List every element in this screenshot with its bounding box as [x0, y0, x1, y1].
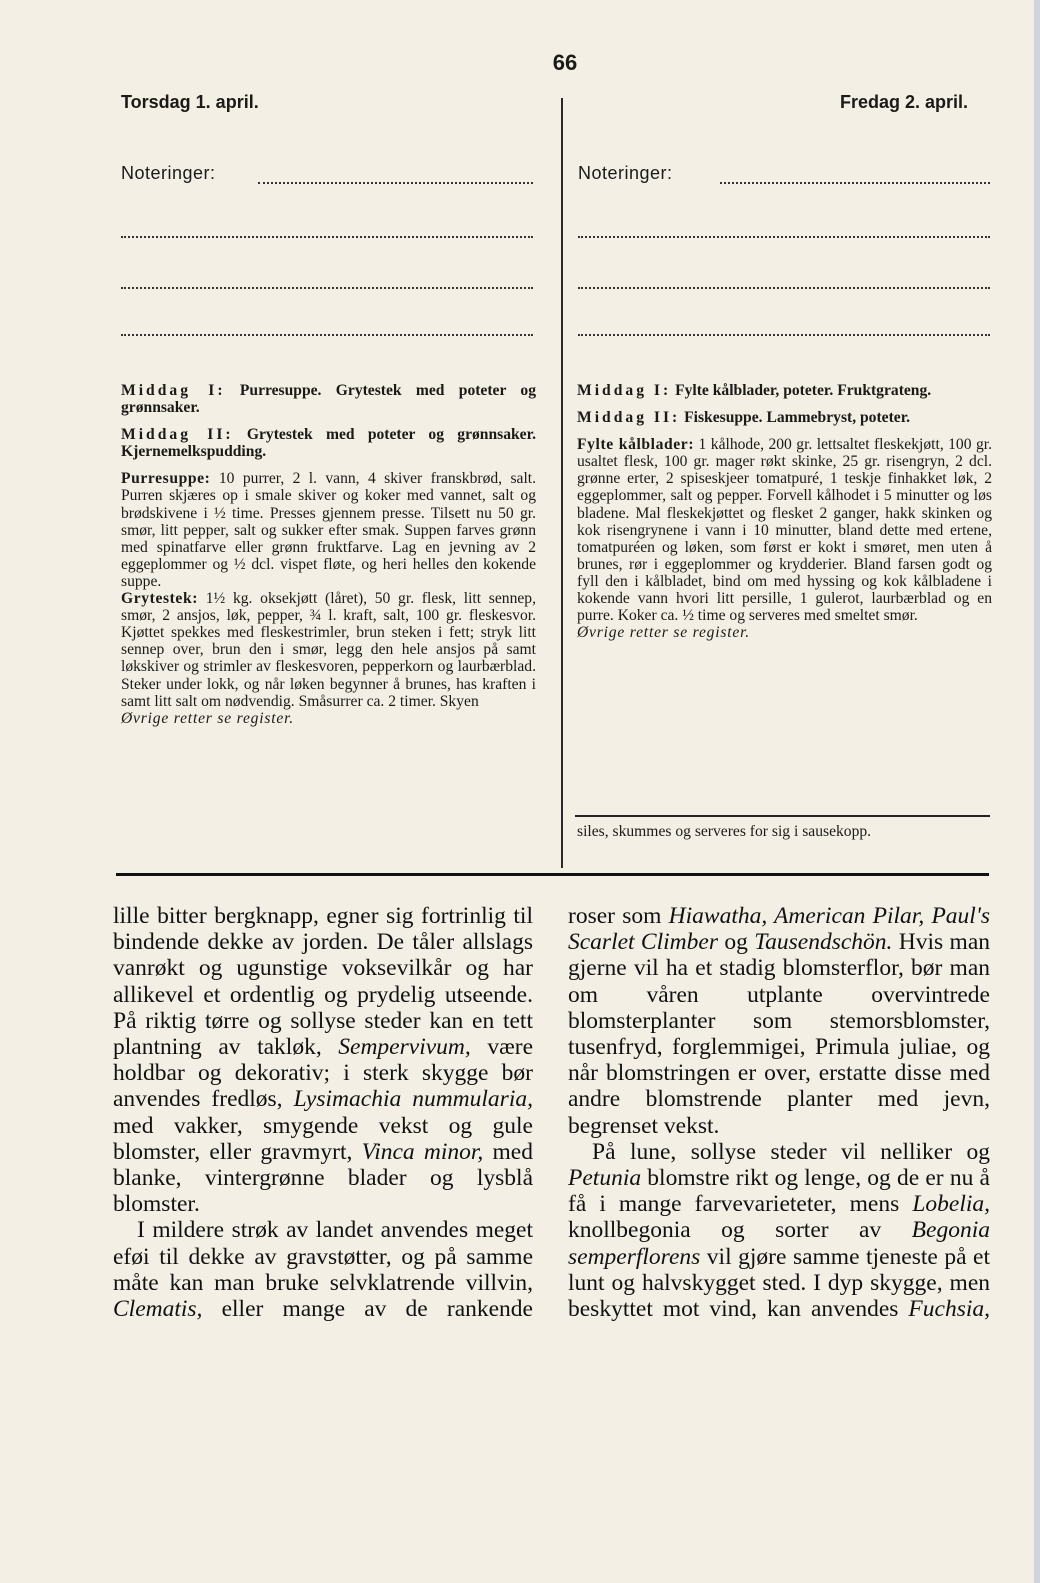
- menu-2-label: Middag II:: [121, 426, 234, 444]
- continuation-rule: [575, 815, 990, 817]
- menu-2-right: [577, 409, 992, 426]
- notes-line-right-4: [578, 334, 990, 336]
- recipe-title: Fylte kålblader:: [577, 436, 695, 454]
- menu-1-text: Purresuppe. Grytestek med poteter og grønnsaker.: [121, 382, 536, 417]
- menu-2-label: Middag II:: [577, 409, 681, 427]
- recipe-column-right: [577, 382, 992, 641]
- recipe-text: 1½ kg. oksekjøtt (låret), 50 gr. flesk, litt sennep, smør, 2 ansjos, løk, pepper, ¾ l. kraft, salt, 100 gr. fleskesvor. Kjøttet spekkes med fleskestrimler, brun steken i fett; stryk litt sennep over, brun den i smør, legg den hele ansjos på samt løkskiver og strimler av fleskesvoren, pepperkorn og laurbærblad. Steker under lokk, og når løken begynner å brunes, has kraften i samt litt salt om nødvendig. Småsurrer ca. 2 timer. Skyen: [121, 590, 536, 710]
- body-paragraph: roser som Hiawatha, American Pilar, Paul's Scarlet Climber og Tausendschön. Hvis man gjerne vil ha et stadig blomsterflor, bør man om våren utplante overvintrede blomsterplanter som stemorsblomster, tusenfryd, forglemmigei, Primula juliae, og når blomstringen er over, erstatte disse med andre blomstrende planter med jevn, begrenset vekst.: [568, 903, 991, 1139]
- recipe-fylte-kalblader: [577, 436, 992, 624]
- continuation-text: siles, skummes og serveres for sig i sausekopp.: [577, 823, 872, 840]
- day-heading-thursday: Torsdag 1. april.: [121, 92, 259, 112]
- menu-1-left: [121, 382, 536, 416]
- notes-line-right-2: [578, 236, 990, 238]
- notes-line-left-2: [121, 236, 533, 238]
- notes-line-right-1: [720, 182, 990, 184]
- recipe-column-left: [121, 382, 536, 727]
- page-number: 66: [552, 50, 578, 75]
- menu-2-left: [121, 426, 536, 460]
- body-paragraph: lille bitter bergknapp, egner sig fortrinlig til bindende dekke av jorden. De tåler allslags vanrøkt og ugunstige voksevilkår og har allikevel et ordentlig og prydelig utseende. På riktig tørre og sollyse steder kan en tett plantning av takløk, Sempervivum, være holdbar og dekorativ; i sterk skygge bør anvendes fredløs, Lysimachia nummularia, med vakker, smygende vekst og gule blomster, eller gravmyrt, Vinca minor, med blanke, vintergrønne blader og lysblå blomster.: [113, 903, 534, 1218]
- notes-label-left: Noteringer:: [121, 163, 216, 183]
- recipe-grytestek: [121, 590, 536, 710]
- notes-line-right-3: [578, 287, 990, 289]
- body-paragraph: I mildere strøk av landet anvendes meget eføi til dekke av gravstøtter, og på samme måte kan man bruke selvklatrende villvin, Clematis, eller mange av de rankende: [113, 1217, 533, 1323]
- menu-1-label: Middag I:: [121, 382, 226, 399]
- other-dishes-note-right: Øvrige retter se register.: [577, 624, 750, 642]
- body-paragraph: På lune, sollyse steder vil nelliker og Petunia blomstre rikt og lenge, og de er nu å få i mange farvevarieteter, mens Lobelia, knollbegonia og sorter av Begonia semperflorens vil gjøre samme tjeneste på et lunt og halvskygget sted. I dyp skygge, men beskyttet mot vind, kan anvendes Fuchsia,: [568, 1138, 990, 1323]
- body-column-left: [113, 903, 533, 1322]
- menu-1-right: [577, 382, 992, 399]
- menu-1-label: Middag I:: [577, 382, 672, 399]
- recipe-purresuppe: [121, 470, 536, 590]
- notes-line-left-4: [121, 334, 533, 336]
- notes-label-right: Noteringer:: [578, 163, 673, 183]
- recipe-title: Grytestek:: [121, 590, 199, 608]
- other-dishes-note-left: Øvrige retter se register.: [121, 709, 294, 727]
- recipe-text: 1 kålhode, 200 gr. lettsaltet fleskekjøtt, 100 gr. usaltet flesk, 100 gr. mager røkt skinke, 25 gr. risengryn, 2 dcl. grønne erter, 2 spiseskjeer tomatpuré, 1 teskje finhakket løk, 2 eggeplommer, salt og pepper. Forvell kålhodet i 5 minutter og løs bladene. Mal fleskekjøttet og flesket 2 ganger, hakk skinken og kok risengrynene i vann i 10 minutter, bland dette med ertene, tomatpuréen og løken, som først er kokt i smøret, men uten å brunes, rør i eggeplommer og krydderier. Bland farsen godt og fyll den i kålbladet, bind om med hyssing og kok kålbladene i kokende vann hvori litt persille, 1 gulerot, laurbærblad og en purre. Koker ca. ½ time og serveres med smeltet smør.: [577, 436, 992, 625]
- recipe-title: Purresuppe:: [121, 470, 211, 488]
- recipe-text: 10 purrer, 2 l. vann, 4 skiver franskbrød, salt. Purren skjæres op i smale skiver og koker med vannet, salt og brødskivene i ½ time. Presses gjennem presse. Tilsett nu 50 gr. smør, litt pepper, salt og sukker efter smak. Suppen farves grønn med spinatfarve eller grønn fruktfarve. Lag en jevning av 2 eggeplommer og ½ dcl. vispet fløte, og heri helles den kokende suppe.: [121, 470, 537, 590]
- day-heading-friday: Fredag 2. april.: [840, 92, 969, 112]
- notes-line-left-3: [121, 287, 533, 289]
- menu-1-text: Fylte kålblader, poteter. Fruktgrateng.: [675, 382, 932, 399]
- section-divider: [116, 873, 989, 876]
- column-divider: [561, 98, 563, 868]
- menu-2-text: Grytestek med poteter og grønnsaker. Kjernemelkspudding.: [121, 426, 536, 461]
- body-column-right: [568, 903, 990, 1322]
- menu-2-text: Fiskesuppe. Lammebryst, poteter.: [684, 409, 911, 427]
- notes-line-left-1: [258, 182, 533, 184]
